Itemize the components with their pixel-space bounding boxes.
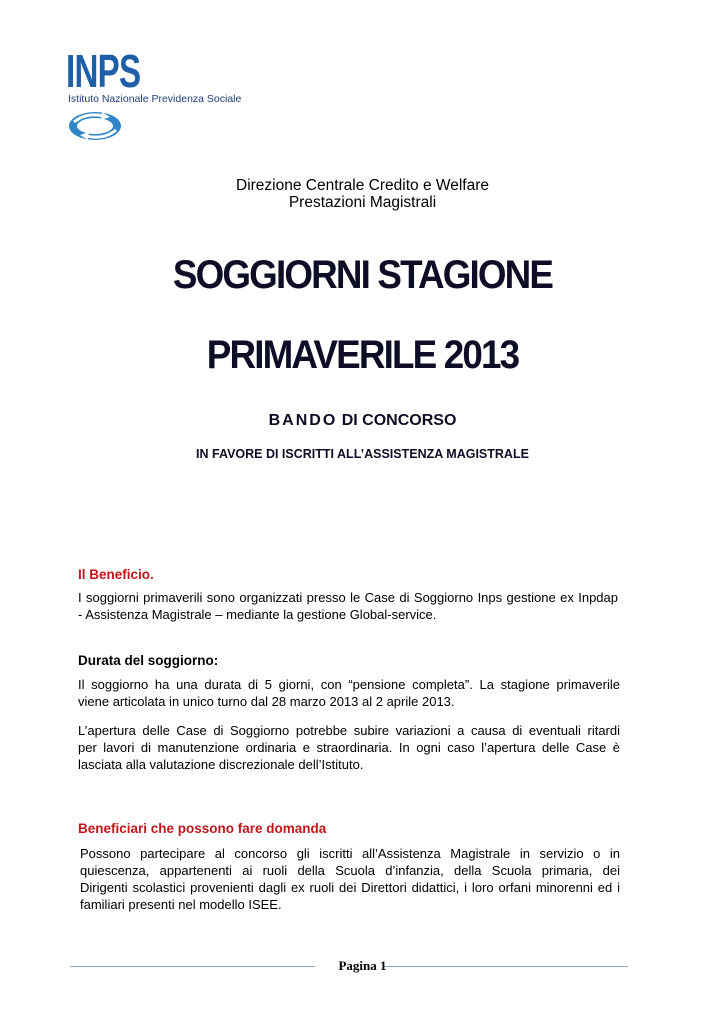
text-line: L’apertura delle Case di Soggiorno potrebbe subire variazioni a causa di eventuali ritardi (78, 723, 620, 738)
logo-subtitle: Istituto Nazionale Previdenza Sociale (68, 93, 242, 105)
text-line: familiari presenti nel modello ISEE. (80, 897, 282, 912)
bando-rest: DI CONCORSO (341, 412, 457, 429)
text-line: per lavori di manutenzione ordinaria e straordinaria. In ogni caso l’apertura delle Case è (78, 740, 620, 755)
paragraph-beneficio (78, 589, 618, 623)
bando-word: BANDO (268, 412, 338, 429)
section-heading-beneficio: Il Beneficio. (78, 567, 154, 582)
text-line: I soggiorni primaverili sono organizzati presso le Case di Soggiorno Inps gestione ex Inpdap (78, 590, 618, 605)
bando-heading (0, 412, 725, 430)
text-line: Possono partecipare al concorso gli iscritti all’Assistenza Magistrale in servizio o in (80, 846, 620, 861)
paragraph-durata-2 (78, 722, 620, 773)
department-name: Direzione Centrale Credito e Welfare (236, 177, 489, 194)
text-line: Il soggiorno ha una durata di 5 giorni, con “pensione completa”. La stagione primaverile (78, 677, 620, 692)
paragraph-durata-1 (78, 676, 620, 710)
bando-subtitle: IN FAVORE DI ISCRITTI ALL’ASSISTENZA MAGISTRALE (196, 447, 529, 461)
section-heading-durata: Durata del soggiorno: (78, 653, 219, 668)
text-line: Dirigenti scolastici provenienti dagli ex ruoli dei Direttori didattici, i loro orfani minorenni ed i (80, 880, 620, 895)
paragraph-beneficiari (80, 845, 620, 913)
main-title-line-2: PRIMAVERILE 2013 (206, 333, 519, 377)
main-title-line-1: SOGGIORNI STAGIONE (172, 253, 553, 297)
logo-arrows-icon (66, 108, 126, 144)
text-line: viene articolata in unico turno dal 28 marzo 2013 al 2 aprile 2013. (78, 694, 455, 709)
text-line: lasciata alla valutazione discrezionale dell’Istituto. (78, 757, 364, 772)
logo-wordmark: INPS (66, 45, 141, 97)
text-line: - Assistenza Magistrale – mediante la gestione Global-service. (78, 607, 437, 622)
section-heading-beneficiari: Beneficiari che possono fare domanda (78, 821, 327, 836)
office-name: Prestazioni Magistrali (288, 194, 437, 211)
text-line: quiescenza, appartenenti ai ruoli della Scuola d’infanzia, della Scuola primaria, dei (80, 863, 620, 878)
inps-logo (66, 45, 246, 148)
page-number: Pagina 1 (338, 958, 387, 973)
